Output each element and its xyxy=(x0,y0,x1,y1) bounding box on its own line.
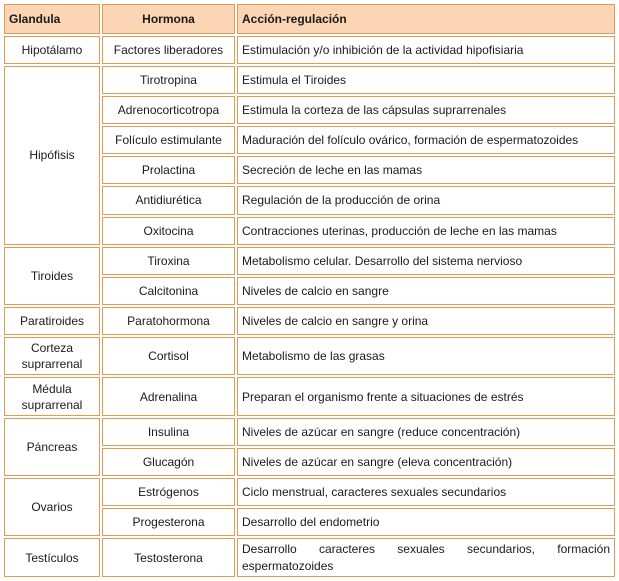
action-cell: Metabolismo de las grasas xyxy=(237,337,615,376)
hormone-cell: Factores liberadores xyxy=(102,36,235,64)
action-cell: Estimula el Tiroides xyxy=(237,66,615,94)
hormone-table xyxy=(2,2,617,579)
action-cell: Desarrollo del endometrio xyxy=(237,508,615,536)
action-cell: Metabolismo celular. Desarrollo del sistema nervioso xyxy=(237,247,615,275)
action-cell: Desarrollo caracteres sexuales secundarios, formación espermatozoides xyxy=(237,538,615,577)
hormone-cell: Testosterona xyxy=(102,538,235,577)
action-cell: Preparan el organismo frente a situaciones de estrés xyxy=(237,377,615,416)
header-gland: Glandula xyxy=(4,4,100,34)
table-row xyxy=(4,247,615,275)
hormone-cell: Folículo estimulante xyxy=(102,126,235,154)
hormone-cell: Tirotropina xyxy=(102,66,235,94)
hormone-cell: Adrenalina xyxy=(102,377,235,416)
action-cell: Niveles de calcio en sangre xyxy=(237,277,615,305)
action-cell: Niveles de calcio en sangre y orina xyxy=(237,307,615,335)
gland-cell: Páncreas xyxy=(4,418,100,476)
hormone-cell: Prolactina xyxy=(102,156,235,184)
table-row xyxy=(4,307,615,335)
gland-cell: Médula suprarrenal xyxy=(4,377,100,416)
action-cell: Niveles de azúcar en sangre (reduce concentración) xyxy=(237,418,615,446)
hormone-cell: Cortisol xyxy=(102,337,235,376)
table-row xyxy=(4,418,615,446)
hormone-cell: Insulina xyxy=(102,418,235,446)
hormone-cell: Oxitocina xyxy=(102,217,235,245)
hormone-cell: Paratohormona xyxy=(102,307,235,335)
table-row xyxy=(4,377,615,416)
action-cell: Estimulación y/o inhibición de la actividad hipofisiaria xyxy=(237,36,615,64)
header-row xyxy=(4,4,615,34)
action-cell: Maduración del folículo ovárico, formación de espermatozoides xyxy=(237,126,615,154)
gland-cell: Tiroides xyxy=(4,247,100,305)
table-row xyxy=(4,66,615,94)
action-cell: Secreción de leche en las mamas xyxy=(237,156,615,184)
table-row xyxy=(4,36,615,64)
action-cell: Niveles de azúcar en sangre (eleva concentración) xyxy=(237,448,615,476)
action-cell: Contracciones uterinas, producción de leche en las mamas xyxy=(237,217,615,245)
action-cell: Ciclo menstrual, caracteres sexuales secundarios xyxy=(237,478,615,506)
hormone-cell: Tiroxina xyxy=(102,247,235,275)
gland-cell: Corteza suprarrenal xyxy=(4,337,100,376)
table-row xyxy=(4,478,615,506)
gland-cell: Paratiroides xyxy=(4,307,100,335)
action-cell: Estimula la corteza de las cápsulas suprarrenales xyxy=(237,96,615,124)
gland-cell: Hipófisis xyxy=(4,66,100,245)
hormone-cell: Glucagón xyxy=(102,448,235,476)
hormone-cell: Calcitonina xyxy=(102,277,235,305)
table-row xyxy=(4,337,615,376)
hormone-cell: Antidiurética xyxy=(102,186,235,214)
hormone-cell: Adrenocorticotropa xyxy=(102,96,235,124)
gland-cell: Ovarios xyxy=(4,478,100,536)
action-cell: Regulación de la producción de orina xyxy=(237,186,615,214)
table-row xyxy=(4,538,615,577)
hormone-cell: Estrógenos xyxy=(102,478,235,506)
gland-cell: Testículos xyxy=(4,538,100,577)
header-hormone: Hormona xyxy=(102,4,235,34)
hormone-cell: Progesterona xyxy=(102,508,235,536)
header-action: Acción-regulación xyxy=(237,4,615,34)
gland-cell: Hipotálamo xyxy=(4,36,100,64)
